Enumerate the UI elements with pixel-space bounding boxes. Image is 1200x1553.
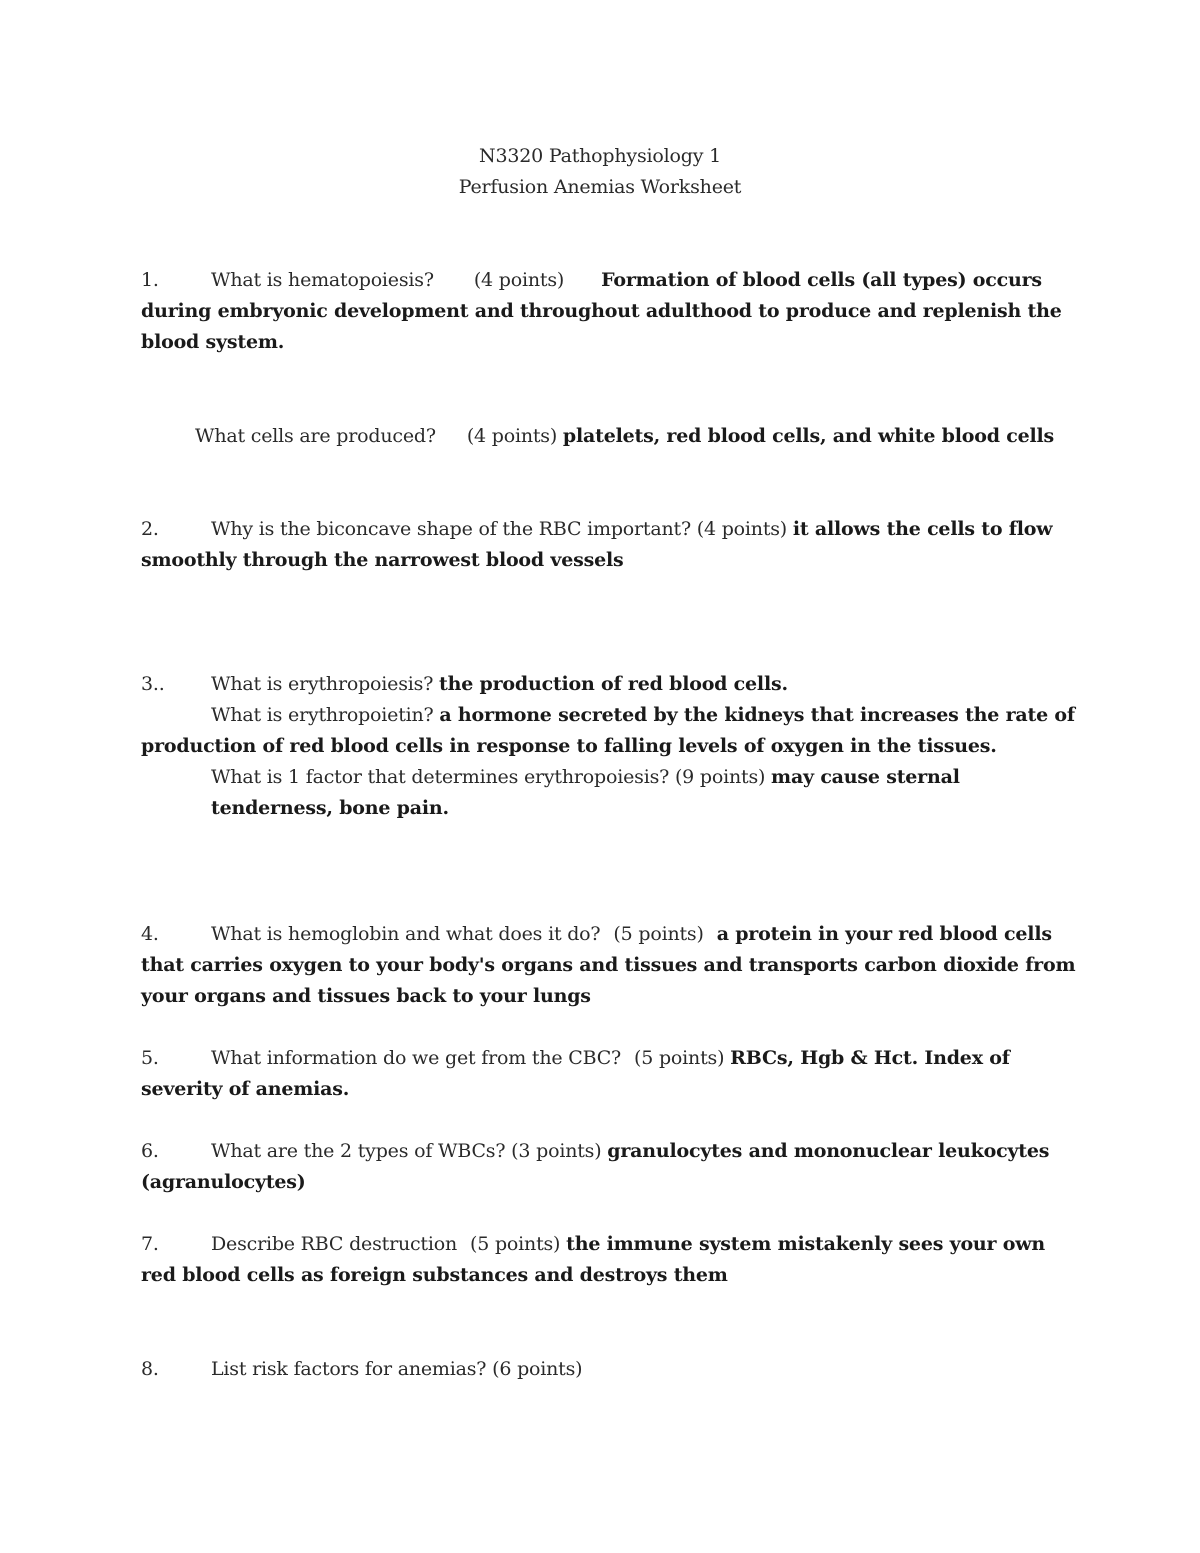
- answer-text: RBCs, Hgb & Hct. Index of: [730, 1047, 1010, 1069]
- question-text: What is erythropoietin?: [211, 704, 434, 726]
- question-number: 4.: [141, 923, 159, 945]
- question-number: 7.: [141, 1233, 159, 1255]
- question-8: [141, 1354, 582, 1385]
- question-number: 8.: [141, 1358, 159, 1380]
- answer-line: during embryonic development and throughout adulthood to produce and replenish the: [141, 300, 1062, 322]
- question-text: Describe RBC destruction: [211, 1233, 458, 1255]
- answer-line: severity of anemias.: [141, 1078, 350, 1100]
- course-title: N3320 Pathophysiology 1: [479, 145, 721, 167]
- question-6: [141, 1136, 1049, 1167]
- question-number: 6.: [141, 1140, 159, 1162]
- answer-line: blood system.: [141, 331, 285, 353]
- question-points: (4 points): [473, 269, 565, 291]
- answer-line: tenderness, bone pain.: [211, 797, 449, 819]
- question-text: What is hemoglobin and what does it do?: [211, 923, 601, 945]
- question-7: [141, 1229, 1045, 1260]
- question-1-sub: [195, 421, 1054, 452]
- question-5: [141, 1043, 1010, 1074]
- answer-text: a protein in your red blood cells: [716, 923, 1052, 945]
- question-3b: [211, 700, 1075, 731]
- answer-line: red blood cells as foreign substances and destroys them: [141, 1264, 728, 1286]
- answer-text: the immune system mistakenly sees your own: [566, 1233, 1046, 1255]
- answer-text: it allows the cells to flow: [792, 518, 1053, 540]
- question-text: What cells are produced?: [195, 425, 436, 447]
- answer-text: granulocytes and mononuclear leukocytes: [607, 1140, 1050, 1162]
- question-3: [141, 669, 788, 700]
- question-number: 3..: [141, 673, 165, 695]
- question-points: (5 points): [634, 1047, 725, 1069]
- answer-line: (agranulocytes): [141, 1171, 306, 1193]
- answer-line: smoothly through the narrowest blood vessels: [141, 549, 624, 571]
- question-2: [141, 514, 1052, 545]
- question-3c: [211, 762, 960, 793]
- question-1: [141, 265, 1042, 296]
- question-number: 2.: [141, 518, 159, 540]
- answer-text: a hormone secreted by the kidneys that increases the rate of: [439, 704, 1075, 726]
- answer-line: production of red blood cells in response to falling levels of oxygen in the tissues.: [141, 735, 997, 757]
- question-points: (5 points): [470, 1233, 561, 1255]
- question-text: List risk factors for anemias? (6 points): [211, 1358, 583, 1380]
- answer-text: the production of red blood cells.: [439, 673, 788, 695]
- question-number: 1.: [141, 269, 159, 291]
- question-text: What is 1 factor that determines erythropoiesis? (9 points): [211, 766, 766, 788]
- question-text: What is hematopoiesis?: [211, 269, 434, 291]
- answer-line: your organs and tissues back to your lungs: [141, 985, 591, 1007]
- worksheet-title: Perfusion Anemias Worksheet: [458, 176, 742, 198]
- question-points: (5 points): [613, 923, 704, 945]
- question-4: [141, 919, 1052, 950]
- question-number: 5.: [141, 1047, 159, 1069]
- answer-line: that carries oxygen to your body's organs and tissues and transports carbon dioxide from: [141, 954, 1076, 976]
- question-text: What information do we get from the CBC?: [211, 1047, 622, 1069]
- answer-text: platelets, red blood cells, and white blood cells: [562, 425, 1055, 447]
- question-points: (4 points): [466, 425, 558, 447]
- answer-text: may cause sternal: [771, 766, 960, 788]
- question-text: Why is the biconcave shape of the RBC important? (4 points): [211, 518, 788, 540]
- question-text: What is erythropoiesis?: [211, 673, 434, 695]
- answer-text: Formation of blood cells (all types) occurs: [601, 269, 1042, 291]
- question-text: What are the 2 types of WBCs? (3 points): [211, 1140, 602, 1162]
